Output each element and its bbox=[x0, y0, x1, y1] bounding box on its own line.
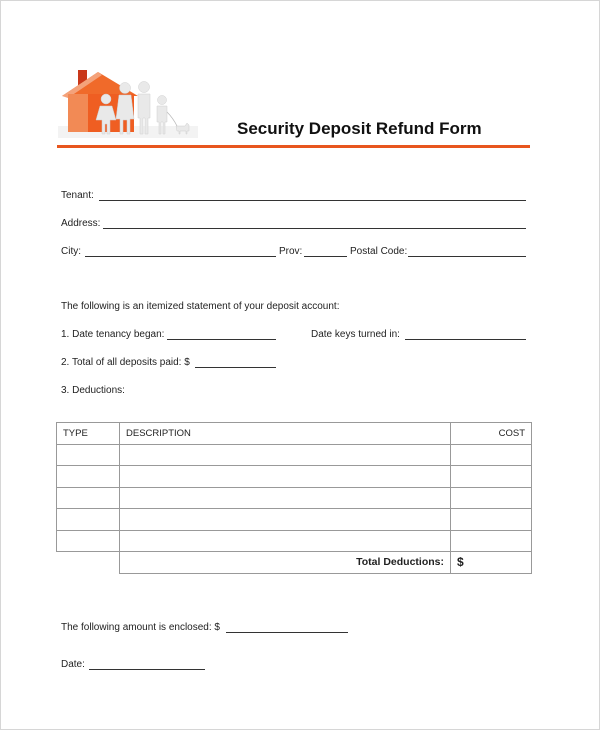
column-header-cost: COST bbox=[451, 423, 532, 445]
city-label: City: bbox=[61, 246, 81, 257]
table-row bbox=[57, 444, 532, 466]
amount-enclosed-label: The following amount is enclosed: $ bbox=[61, 622, 220, 633]
description-cell[interactable] bbox=[120, 509, 451, 531]
total-row-spacer bbox=[57, 552, 120, 574]
table-row bbox=[57, 509, 532, 531]
tenant-field[interactable] bbox=[99, 200, 526, 201]
cost-cell[interactable] bbox=[451, 509, 532, 531]
house-family-icon bbox=[58, 66, 198, 138]
deductions-label: 3. Deductions: bbox=[61, 385, 125, 396]
cost-cell[interactable] bbox=[451, 530, 532, 552]
prov-field[interactable] bbox=[304, 256, 347, 257]
table-row bbox=[57, 487, 532, 509]
cost-cell[interactable] bbox=[451, 444, 532, 466]
address-label: Address: bbox=[61, 218, 101, 229]
page-title: Security Deposit Refund Form bbox=[237, 119, 482, 138]
postal-code-label: Postal Code: bbox=[350, 246, 408, 257]
keys-turned-in-label: Date keys turned in: bbox=[311, 329, 400, 340]
keys-turned-in-field[interactable] bbox=[405, 339, 526, 340]
total-deductions-label: Total Deductions: bbox=[120, 552, 451, 574]
address-field[interactable] bbox=[103, 228, 526, 229]
tenancy-began-field[interactable] bbox=[167, 339, 276, 340]
amount-enclosed-field[interactable] bbox=[226, 632, 348, 633]
city-field[interactable] bbox=[85, 256, 276, 257]
deductions-table bbox=[56, 422, 532, 574]
cost-cell[interactable] bbox=[451, 487, 532, 509]
type-cell[interactable] bbox=[57, 487, 120, 509]
postal-code-field[interactable] bbox=[408, 256, 526, 257]
date-label: Date: bbox=[61, 659, 85, 670]
total-row bbox=[57, 552, 532, 574]
statement-intro: The following is an itemized statement of your deposit account: bbox=[61, 301, 340, 312]
column-header-description: DESCRIPTION bbox=[120, 423, 451, 445]
type-cell[interactable] bbox=[57, 530, 120, 552]
type-cell[interactable] bbox=[57, 509, 120, 531]
table-header-row bbox=[57, 423, 532, 445]
table-row bbox=[57, 530, 532, 552]
title-divider bbox=[57, 145, 530, 148]
prov-label: Prov: bbox=[279, 246, 303, 257]
deposits-paid-label: 2. Total of all deposits paid: $ bbox=[61, 357, 190, 368]
tenant-label: Tenant: bbox=[61, 190, 94, 201]
table-row bbox=[57, 466, 532, 488]
description-cell[interactable] bbox=[120, 530, 451, 552]
tenancy-began-label: 1. Date tenancy began: bbox=[61, 329, 165, 340]
date-field[interactable] bbox=[89, 669, 205, 670]
type-cell[interactable] bbox=[57, 466, 120, 488]
cost-cell[interactable] bbox=[451, 466, 532, 488]
description-cell[interactable] bbox=[120, 487, 451, 509]
type-cell[interactable] bbox=[57, 444, 120, 466]
description-cell[interactable] bbox=[120, 466, 451, 488]
column-header-type: TYPE bbox=[57, 423, 120, 445]
total-deductions-value[interactable]: $ bbox=[451, 552, 532, 574]
description-cell[interactable] bbox=[120, 444, 451, 466]
deposits-paid-field[interactable] bbox=[195, 367, 276, 368]
